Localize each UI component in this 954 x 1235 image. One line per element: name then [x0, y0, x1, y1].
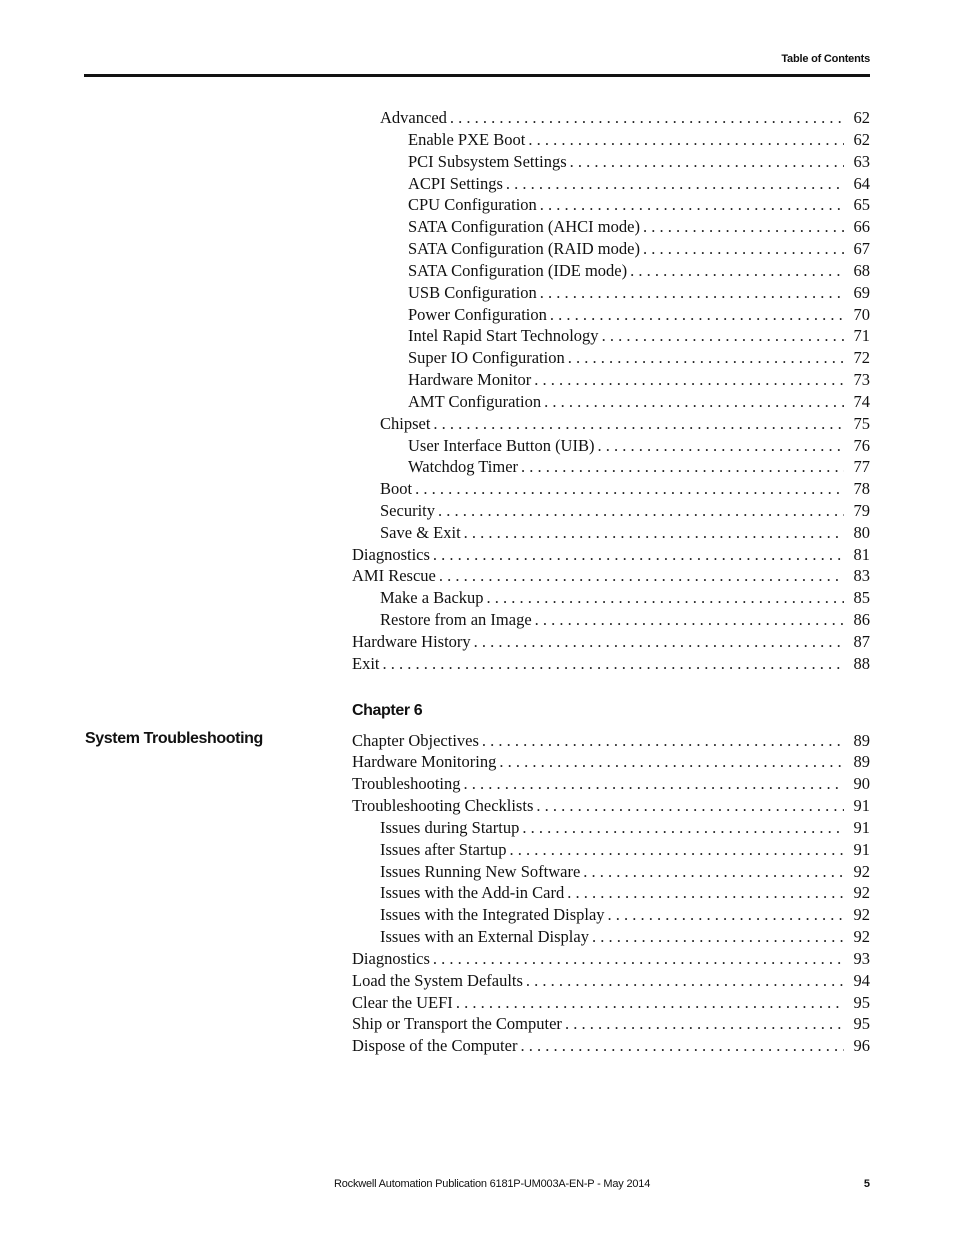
- leader-dots: [567, 882, 844, 904]
- toc-entry[interactable]: CPU Configuration . . . 65: [408, 194, 870, 216]
- footer-publication: Rockwell Automation Publication 6181P-UM003A-EN-P - May 2014: [334, 1178, 651, 1190]
- toc-entry[interactable]: Hardware Monitoring . . . 89: [352, 751, 870, 773]
- toc-entry[interactable]: Advanced . . . 62: [380, 107, 870, 129]
- toc-entry[interactable]: SATA Configuration (RAID mode) . . . 67: [408, 238, 870, 260]
- toc-entry[interactable]: ACPI Settings . . . 64: [408, 173, 870, 195]
- leader-dots: [597, 435, 844, 457]
- footer-page-number: 5: [863, 1178, 870, 1190]
- leader-dots: [521, 456, 844, 478]
- leader-dots: [602, 325, 844, 347]
- leader-dots: [630, 260, 844, 282]
- leader-dots: [474, 631, 844, 653]
- leader-dots: [568, 347, 844, 369]
- toc-entry[interactable]: PCI Subsystem Settings . . . 63: [408, 151, 870, 173]
- leader-dots: [487, 587, 844, 609]
- toc-entry[interactable]: Diagnostics . . . 81: [352, 544, 870, 566]
- leader-dots: [499, 751, 844, 773]
- toc-entry[interactable]: Chipset . . . 75: [380, 413, 870, 435]
- toc-entry[interactable]: Security . . . 79: [380, 500, 870, 522]
- leader-dots: [608, 904, 844, 926]
- leader-dots: [643, 238, 844, 260]
- leader-dots: [464, 522, 844, 544]
- toc-entry[interactable]: Save & Exit . . . 80: [380, 522, 870, 544]
- leader-dots: [583, 861, 844, 883]
- toc-entry[interactable]: Make a Backup . . . 85: [380, 587, 870, 609]
- toc-entry[interactable]: Boot . . . 78: [380, 478, 870, 500]
- leader-dots: [535, 609, 844, 631]
- leader-dots: [506, 173, 844, 195]
- leader-dots: [383, 653, 845, 675]
- toc-entry[interactable]: Chapter Objectives . . . 89: [352, 730, 870, 752]
- leader-dots: [565, 1013, 844, 1035]
- leader-dots: [456, 992, 844, 1014]
- toc-entry[interactable]: Issues Running New Software . . . 92: [380, 861, 870, 883]
- leader-dots: [544, 391, 844, 413]
- toc-entry[interactable]: Restore from an Image . . . 86: [380, 609, 870, 631]
- toc-entry[interactable]: Exit . . . 88: [352, 653, 870, 675]
- leader-dots: [433, 544, 844, 566]
- leader-dots: [439, 565, 844, 587]
- leader-dots: [450, 107, 844, 129]
- leader-dots: [536, 795, 844, 817]
- leader-dots: [509, 839, 844, 861]
- leader-dots: [540, 282, 844, 304]
- toc-entry[interactable]: Hardware History . . . 87: [352, 631, 870, 653]
- leader-dots: [415, 478, 844, 500]
- leader-dots: [464, 773, 845, 795]
- leader-dots: [520, 1035, 844, 1057]
- leader-dots: [592, 926, 844, 948]
- toc-entry[interactable]: Intel Rapid Start Technology . . . 71: [408, 325, 870, 347]
- toc-entry[interactable]: Ship or Transport the Computer . . . 95: [352, 1013, 870, 1035]
- toc-entry[interactable]: Troubleshooting . . . 90: [352, 773, 870, 795]
- toc-entry[interactable]: Load the System Defaults . . . 94: [352, 970, 870, 992]
- toc-entry[interactable]: AMT Configuration . . . 74: [408, 391, 870, 413]
- toc-entry[interactable]: Hardware Monitor . . . 73: [408, 369, 870, 391]
- leader-dots: [540, 194, 844, 216]
- toc-entry[interactable]: Clear the UEFI . . . 95: [352, 992, 870, 1014]
- leader-dots: [482, 730, 844, 752]
- toc-entry[interactable]: Issues during Startup . . . 91: [380, 817, 870, 839]
- chapter-title: System Troubleshooting: [85, 730, 263, 747]
- leader-dots: [534, 369, 844, 391]
- toc-entry[interactable]: Issues with an External Display . . . 92: [380, 926, 870, 948]
- toc-entry[interactable]: Troubleshooting Checklists . . . 91: [352, 795, 870, 817]
- toc-entry[interactable]: Power Configuration . . . 70: [408, 304, 870, 326]
- toc-entry[interactable]: Issues with the Add-in Card . . . 92: [380, 882, 870, 904]
- leader-dots: [433, 948, 844, 970]
- leader-dots: [526, 970, 844, 992]
- toc-entry[interactable]: Super IO Configuration . . . 72: [408, 347, 870, 369]
- toc-entry[interactable]: SATA Configuration (IDE mode) . . . 68: [408, 260, 870, 282]
- leader-dots: [522, 817, 844, 839]
- running-header: Table of Contents: [781, 53, 870, 65]
- chapter-label: Chapter 6: [352, 702, 423, 719]
- toc-entry[interactable]: Watchdog Timer . . . 77: [408, 456, 870, 478]
- toc-entry[interactable]: Dispose of the Computer . . . 96: [352, 1035, 870, 1057]
- toc-entry[interactable]: AMI Rescue . . . 83: [352, 565, 870, 587]
- toc-entry[interactable]: Diagnostics . . . 93: [352, 948, 870, 970]
- toc-entry[interactable]: Issues after Startup . . . 91: [380, 839, 870, 861]
- toc-entry[interactable]: User Interface Button (UIB) . . . 76: [408, 435, 870, 457]
- toc-entry[interactable]: SATA Configuration (AHCI mode) . . . 66: [408, 216, 870, 238]
- leader-dots: [643, 216, 844, 238]
- leader-dots: [550, 304, 844, 326]
- toc-entry[interactable]: Issues with the Integrated Display . . . 92: [380, 904, 870, 926]
- toc-entry[interactable]: Enable PXE Boot . . . 62: [408, 129, 870, 151]
- toc-entry[interactable]: USB Configuration . . . 69: [408, 282, 870, 304]
- leader-dots: [570, 151, 844, 173]
- leader-dots: [438, 500, 844, 522]
- leader-dots: [433, 413, 844, 435]
- leader-dots: [528, 129, 844, 151]
